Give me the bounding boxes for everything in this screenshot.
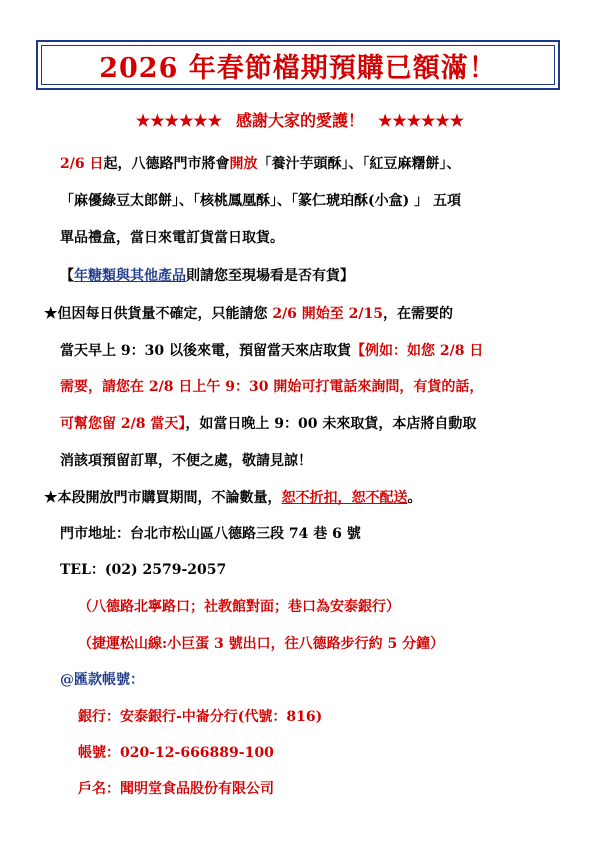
para3-line3: 需要，請您在 2/8 日上午 9：30 開始可打電話來詢問，有貨的話， [60,379,484,395]
stars-right: ★★★★★★ [378,111,465,130]
star-bullet-icon: ★ [44,304,58,322]
remit-bank: 銀行：安泰銀行-中崙分行(代號：816) [78,709,323,725]
para3-l4b: ，如當日晚上 9：00 未來取貨，本店將自動取 [185,416,477,432]
para4-line [44,487,421,508]
other-products-link[interactable]: 年糖類與其他產品 [74,268,186,284]
para3-line2 [60,341,483,361]
page-title: 2026 年春節檔期預購已額滿！ [99,52,497,84]
para3-l2a: 當天早上 9：30 以後來電，預留當天來店取貨 [60,343,351,359]
para3-l4a: 可幫您留 2/8 當天】 [60,416,186,432]
para4-a: 本段開放門市購買期間，不論數量， [57,490,282,506]
para2-open-bracket: 【 [60,268,74,284]
para1-open: 開放 [229,156,258,172]
store-note-1: （八德路北寧路口；社教館對面；巷口為安泰銀行） [78,599,400,615]
store-address: 門市地址：台北市松山區八德路三段 74 巷 6 號 [60,526,361,542]
para4-c: 。 [407,490,422,506]
no-discount-no-delivery: 恕不折扣，恕不配送 [281,490,408,506]
para1-part1: 起，八德路門市將會 [103,156,230,172]
para1-line1 [60,154,460,174]
para3-l1a: 但因每日供貨量不確定，只能請您 [57,306,273,322]
para3-l1c: ，在需要的 [383,306,454,322]
title-box [36,40,560,90]
thanks-banner [0,108,600,131]
store-tel: TEL：(02) 2579-2057 [60,562,227,578]
para1-date: 2/6 日 [60,156,104,172]
para3-date-range: 2/6 開始至 2/15 [272,306,384,322]
star-bullet-icon: ★ [44,488,58,506]
stars-left: ★★★★★★ [135,111,222,130]
para2-rest: 則請您至現場看是否有貨】 [186,268,354,284]
para2-line [60,266,354,286]
remit-account: 帳號：020-12-666889-100 [78,745,274,761]
para3-line5: 消該項預留訂單，不便之處，敬請見諒！ [60,453,312,469]
remit-heading: @匯款帳號： [60,672,144,688]
store-note-2: （捷運松山線:小巨蛋 3 號出口，往八德路步行約 5 分鐘） [78,636,445,652]
para1-line3: 單品禮盒，當日來電訂貨當日取貨。 [60,230,284,246]
para3-line1 [44,303,453,324]
para1-line2: 「麻優綠豆太郎餅」、「核桃鳳凰酥」、「篆仁琥珀酥(小盒) 」 五項 [60,193,461,209]
remit-name: 戶名：聞明堂食品股份有限公司 [78,781,274,797]
para1-part2: 「養汁芋頭酥」、「紅豆麻糬餅」、 [257,156,461,172]
title-inner-border [41,45,555,85]
thanks-text: 感謝大家的愛護！ [235,111,364,130]
para3-l2b: 【例如：如您 2/8 日 [350,343,484,359]
para3-line4 [60,414,476,434]
